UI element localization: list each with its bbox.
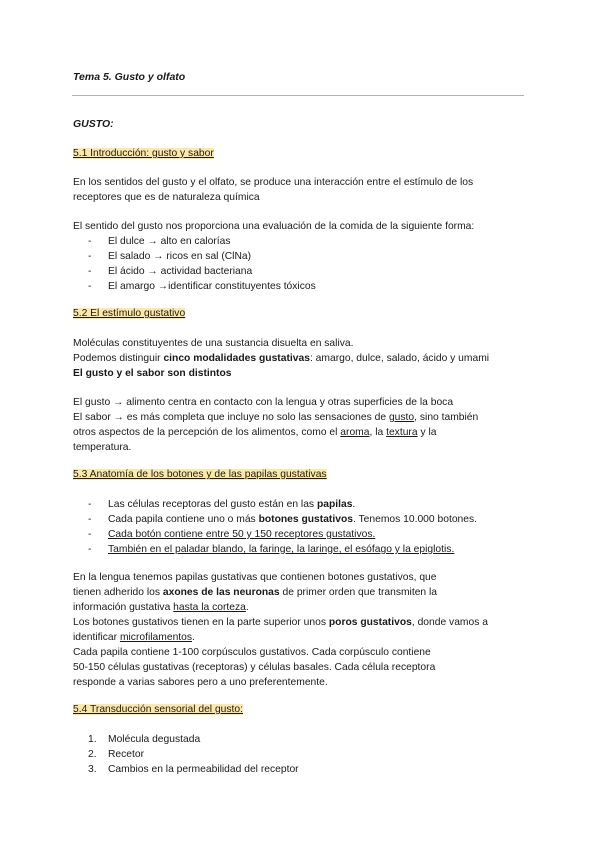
anatomy-line-5b: microfilamentos xyxy=(119,632,193,643)
flavor-line-4: temperatura. xyxy=(73,442,132,453)
anatomy-item-1b: papilas xyxy=(316,499,353,510)
heading-5-4 xyxy=(73,702,533,717)
anatomy-line-3b: hasta la corteza xyxy=(173,602,246,613)
title-divider xyxy=(72,95,524,96)
heading-5-2 xyxy=(73,306,533,321)
heading-5-4-text: 5.4 Transducción sensorial del gusto: xyxy=(73,704,243,715)
stimulus-line-2a: Podemos distinguir xyxy=(73,353,164,364)
flavor-line-3b: aroma xyxy=(340,427,370,438)
anatomy-line-2a: tienen adherido los xyxy=(73,587,163,598)
anatomy-item-2b: botones gustativos xyxy=(258,514,353,525)
flavor-line-2c: , sino también xyxy=(414,412,479,423)
anatomy-line-3a: información gustativa xyxy=(73,602,174,613)
anatomy-paragraph xyxy=(73,570,533,690)
list-item xyxy=(88,512,528,527)
stimulus-line-1: Moléculas constituyentes de una sustancia disuelta en saliva. xyxy=(73,338,354,349)
stimulus-line-3: El gusto y el sabor son distintos xyxy=(73,368,232,379)
anatomy-item-4: También en el paladar blando, la faringe, la laringe, el esófago y la epiglotis. xyxy=(108,544,455,555)
list-item xyxy=(88,732,528,747)
anatomy-list xyxy=(88,497,528,557)
list-item xyxy=(88,527,528,542)
anatomy-line-1: En la lengua tenemos papilas gustativas que contienen botones gustativos, que xyxy=(73,572,437,583)
list-number: 3. xyxy=(88,764,97,775)
flavor-line-2b: gusto xyxy=(388,412,415,423)
anatomy-line-4b: poros gustativos xyxy=(328,617,412,628)
flavor-line-1: El gusto → alimento centra en contacto con la lengua y otras superficies de la boca xyxy=(73,397,454,408)
heading-5-1-text: 5.1 Introducción: gusto y sabor xyxy=(73,148,214,159)
list-item xyxy=(88,762,528,777)
anatomy-item-2a: Cada papila contiene uno o más xyxy=(108,514,259,525)
list-item-text: Cambios en la permeabilidad del receptor xyxy=(108,764,299,775)
flavor-line-3e: y la xyxy=(417,427,437,438)
list-item xyxy=(88,542,528,557)
anatomy-line-4c: , donde vamos a xyxy=(411,617,488,628)
flavor-line-2a: El sabor → es más completa que incluye no solo las sensaciones de xyxy=(73,412,389,423)
list-number: 1. xyxy=(88,734,97,745)
list-number: 2. xyxy=(88,749,97,760)
stimulus-line-2c: : amargo, dulce, salado, ácido y umami xyxy=(309,353,490,364)
list-item: - El salado → ricos en sal (ClNa) xyxy=(88,249,528,264)
evaluation-paragraph: El sentido del gusto nos proporciona una evaluación de la comida de la siguiente forma: xyxy=(73,221,475,232)
list-item xyxy=(88,747,528,762)
stimulus-paragraph xyxy=(73,336,533,381)
anatomy-line-6: Cada papila contiene 1-100 corpúsculos gustativos. Cada corpúsculo contiene xyxy=(73,647,431,658)
list-item: - El amargo →identificar constituyentes tóxicos xyxy=(88,279,528,294)
document-title: Tema 5. Gusto y olfato xyxy=(73,71,186,83)
anatomy-item-1a: Las células receptoras del gusto están en las xyxy=(108,499,317,510)
heading-5-3-text: 5.3 Anatomía de los botones y de las papilas gustativas xyxy=(73,469,327,480)
flavor-line-3c: , la xyxy=(369,427,387,438)
anatomy-item-2c: . Tenemos 10.000 botones. xyxy=(352,514,478,525)
anatomy-line-4a: Los botones gustativos tienen en la parte superior unos xyxy=(73,617,329,628)
anatomy-item-3: Cada botón contiene entre 50 y 150 receptores gustativos. xyxy=(108,529,376,540)
list-item: - El ácido → actividad bacteriana xyxy=(88,264,528,279)
intro-line-2: receptores que es de naturaleza química xyxy=(73,192,260,203)
heading-5-1 xyxy=(73,146,533,161)
intro-line-1: En los sentidos del gusto y el olfato, se produce una interacción entre el estímulo de los xyxy=(73,177,474,188)
flavor-line-3d: textura xyxy=(386,427,418,438)
transduction-list xyxy=(88,732,528,777)
anatomy-line-2c: de primer orden que transmiten la xyxy=(279,587,438,598)
intro-paragraph xyxy=(73,175,533,205)
anatomy-line-7: 50-150 células gustativas (receptoras) y células basales. Cada célula receptora xyxy=(73,662,436,673)
list-item-text: Recetor xyxy=(108,749,145,760)
list-item-text: Molécula degustada xyxy=(108,734,201,745)
flavor-line-3a: otros aspectos de la percepción de los alimentos, como el xyxy=(73,427,341,438)
anatomy-item-1c: . xyxy=(352,499,356,510)
anatomy-line-3c: . xyxy=(245,602,249,613)
anatomy-line-2b: axones de las neuronas xyxy=(162,587,280,598)
taste-evaluation-list xyxy=(88,234,528,294)
flavor-paragraph xyxy=(73,395,533,455)
heading-5-2-text: 5.2 El estímulo gustativo xyxy=(73,308,186,319)
stimulus-line-2b: cinco modalidades gustativas xyxy=(163,353,310,364)
list-item: - El dulce → alto en calorías xyxy=(88,234,528,249)
section-label: GUSTO: xyxy=(73,118,114,130)
heading-5-3 xyxy=(73,467,533,482)
anatomy-line-8: responde a varias sabores pero a uno preferentemente. xyxy=(73,677,328,688)
anatomy-line-5c: . xyxy=(192,632,195,643)
anatomy-line-5a: identificar xyxy=(73,632,120,643)
list-item xyxy=(88,497,528,512)
